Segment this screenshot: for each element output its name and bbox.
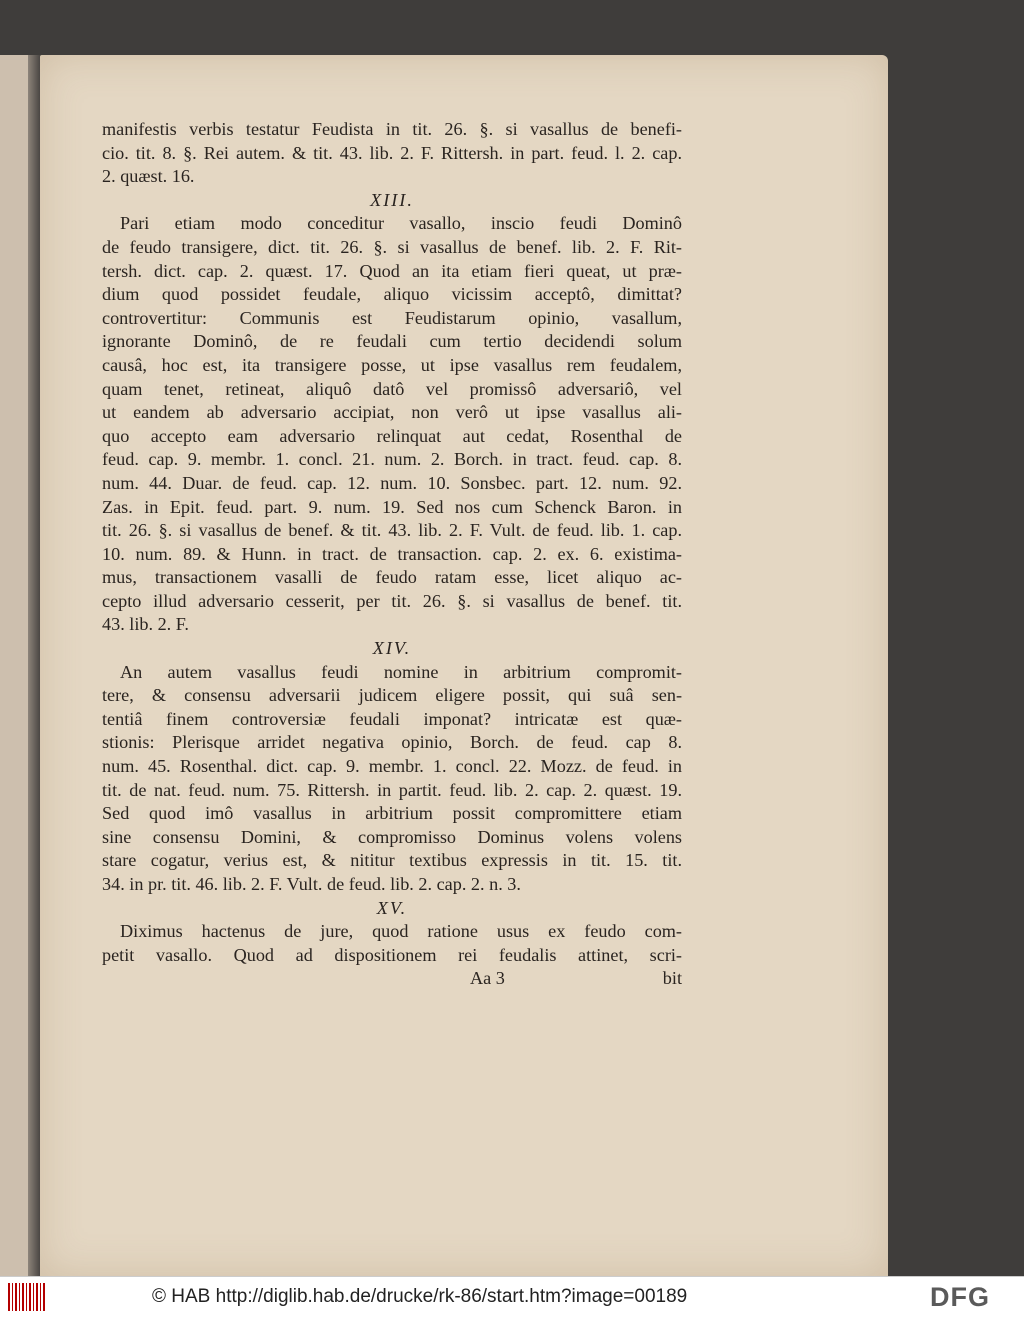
text-line: dium quod possidet feudale, aliquo vicissim acceptô, dimittat? xyxy=(102,284,682,305)
text-line: Diximus hactenus de jure, quod ratione usus ex feudo com- xyxy=(120,921,682,942)
text-line: An autem vasallus feudi nomine in arbitrium compromit- xyxy=(120,661,682,682)
text-line: ut eandem ab adversario accipiat, non verô ut ipse vasallus ali- xyxy=(102,402,682,423)
section-heading: XIV. xyxy=(372,638,412,659)
text-line: 2. quæst. 16. xyxy=(102,166,195,187)
text-line: ignorante Dominô, de re feudali cum tertio decidendi solum xyxy=(102,331,682,352)
text-line: tit. de nat. feud. num. 75. Rittersh. in partit. feud. lib. 2. cap. 2. quæst. 19. xyxy=(102,779,682,800)
text-line: Zas. in Epit. feud. part. 9. num. 19. Sed nos cum Schenck Baron. in xyxy=(102,496,682,517)
text-line: num. 45. Rosenthal. dict. cap. 9. membr. 1. concl. 22. Mozz. de feud. in xyxy=(102,756,682,777)
text-line: 43. lib. 2. F. xyxy=(102,614,189,635)
page-text xyxy=(102,118,682,991)
text-line: de feudo transigere, dict. tit. 26. §. si vasallus de benef. lib. 2. F. Rit- xyxy=(102,236,682,257)
text-line: 34. in pr. tit. 46. lib. 2. F. Vult. de feud. lib. 2. cap. 2. n. 3. xyxy=(102,874,521,894)
hab-logo-icon xyxy=(8,1283,46,1311)
text-line: sine consensu Domini, & compromisso Dominus volens volens xyxy=(102,826,682,847)
text-line: tit. 26. §. si vasallus de benef. & tit. 43. lib. 2. F. Vult. de feud. lib. 1. cap. xyxy=(102,520,682,541)
text-line: quam tenet, retineat, aliquô datô vel promissô adversariô, vel xyxy=(102,378,682,399)
catchword: bit xyxy=(662,968,682,989)
dfg-logo: DFG xyxy=(930,1282,990,1312)
text-line: Sed quod imô vasallus in arbitrium possit compromittere etiam xyxy=(102,803,682,824)
section-heading: XIII. xyxy=(370,189,414,210)
text-line: causâ, hoc est, ita transigere posse, ut ipse vasallus rem feudalem, xyxy=(102,354,682,375)
section-heading: XV. xyxy=(376,897,408,918)
text-line: stionis: Plerisque arridet negativa opinio, Borch. de feud. cap 8. xyxy=(102,732,682,753)
text-line: tentiâ finem controversiæ feudali imponat? intricatæ est quæ- xyxy=(102,708,682,729)
text-line: cepto illud adversario cesserit, per tit. 26. §. si vasallus de benef. tit. xyxy=(102,590,682,611)
text-line: mus, transactionem vasalli de feudo ratam esse, licet aliquo ac- xyxy=(102,567,682,588)
text-line: quo accepto eam adversario relinquat aut cedat, Rosenthal de xyxy=(102,425,682,446)
viewer-footer xyxy=(0,1276,1024,1317)
text-line: stare cogatur, verius est, & nititur textibus expressis in tit. 15. tit. xyxy=(102,850,682,871)
text-line: num. 44. Duar. de feud. cap. 12. num. 10. Sonsbec. part. 12. num. 92. xyxy=(102,472,682,493)
text-line: 10. num. 89. & Hunn. in tract. de transaction. cap. 2. ex. 6. existima- xyxy=(102,543,682,564)
page-foot xyxy=(102,967,682,991)
text-line: tersh. dict. cap. 2. quæst. 17. Quod an ita etiam fieri queat, ut præ- xyxy=(102,260,682,281)
copyright-link[interactable]: © HAB http://diglib.hab.de/drucke/rk-86/start.htm?image=00189 xyxy=(152,1286,688,1307)
text-line: Pari etiam modo conceditur vasallo, inscio feudi Dominô xyxy=(120,213,682,234)
text-line: cio. tit. 8. §. Rei autem. & tit. 43. lib. 2. F. Rittersh. in part. feud. l. 2. cap. xyxy=(102,142,682,163)
text-line: controvertitur: Communis est Feudistarum opinio, vasallum, xyxy=(102,307,682,328)
text-line: tere, & consensu adversarii judicem eligere possit, qui suâ sen- xyxy=(102,685,682,706)
text-line: feud. cap. 9. membr. 1. concl. 21. num. 2. Borch. in tract. feud. cap. 8. xyxy=(102,449,682,470)
text-line: manifestis verbis testatur Feudista in tit. 26. §. si vasallus de benefi- xyxy=(102,119,682,139)
gutter-shadow xyxy=(28,55,40,1276)
signature-mark: Aa 3 xyxy=(470,968,505,989)
text-line: petit vasallo. Quod ad dispositionem rei feudalis attinet, scri- xyxy=(102,944,682,965)
